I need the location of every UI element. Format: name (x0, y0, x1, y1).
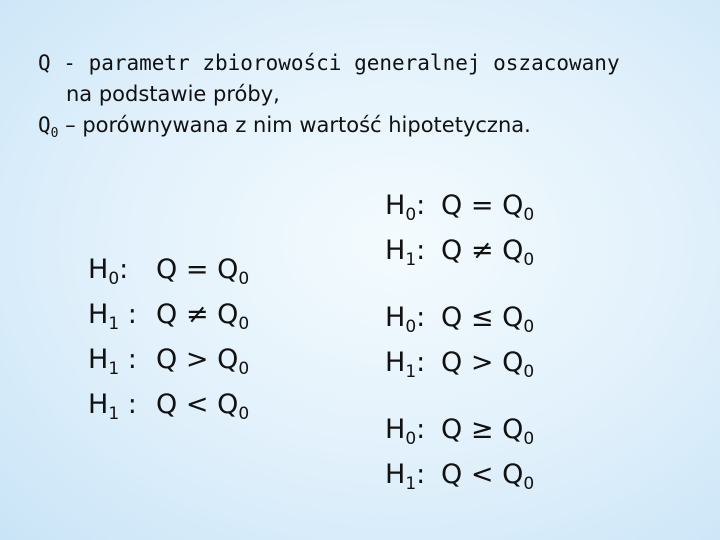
hypothesis-label: $H_1$: (385, 347, 426, 382)
hypothesis-expression: $Q = Q_0$ (156, 254, 250, 289)
hypothesis-label: $H_0$: (385, 190, 426, 225)
intro-text (38, 48, 698, 149)
hypothesis-expression: $Q \ne Q_0$ (156, 299, 250, 334)
hypothesis-row (88, 387, 249, 432)
hypothesis-row (88, 342, 249, 387)
intro-line-1: Q - parametr zbiorowości generalnej oszacowany (38, 51, 620, 75)
hypotheses-right-sided (385, 300, 534, 390)
hypothesis-row (385, 188, 534, 233)
hypothesis-expression: $Q > Q_0$ (441, 347, 535, 382)
hypothesis-label: $H_1$ : (88, 344, 137, 379)
hypothesis-label: $H_0$: (385, 414, 426, 449)
hypothesis-row (385, 412, 534, 457)
hypotheses-left-sided (385, 412, 534, 502)
q0-symbol: $Q_0$ (38, 113, 59, 142)
hypothesis-row (385, 345, 534, 390)
hypothesis-row (385, 233, 534, 278)
hypothesis-label: $H_1$ : (88, 299, 137, 334)
hypothesis-label: $H_1$: (385, 235, 426, 270)
hypothesis-label: $H_1$ : (88, 389, 137, 424)
hypothesis-expression: $Q \ge Q_0$ (441, 414, 535, 449)
hypothesis-row (385, 300, 534, 345)
hypothesis-label: $H_0$: (385, 302, 426, 337)
hypothesis-label: $H_1$: (385, 459, 426, 494)
intro-line-3: $Q_0$ – porównywana z nim wartość hipotetyczna. (38, 113, 531, 142)
hypothesis-expression: $Q = Q_0$ (441, 190, 535, 225)
hypothesis-expression: $Q < Q_0$ (441, 459, 535, 494)
hypothesis-expression: $Q < Q_0$ (156, 389, 250, 424)
hypotheses-left-block (88, 252, 249, 432)
hypotheses-two-sided (385, 188, 534, 278)
hypothesis-row (88, 297, 249, 342)
hypothesis-expression: $Q \le Q_0$ (441, 302, 535, 337)
intro-line-2: na podstawie próby, (66, 82, 280, 106)
hypothesis-expression: $Q > Q_0$ (156, 344, 250, 379)
hypothesis-label: $H_0$: (88, 254, 129, 289)
hypothesis-row (88, 252, 249, 297)
hypothesis-expression: $Q \ne Q_0$ (441, 235, 535, 270)
hypothesis-row (385, 457, 534, 502)
